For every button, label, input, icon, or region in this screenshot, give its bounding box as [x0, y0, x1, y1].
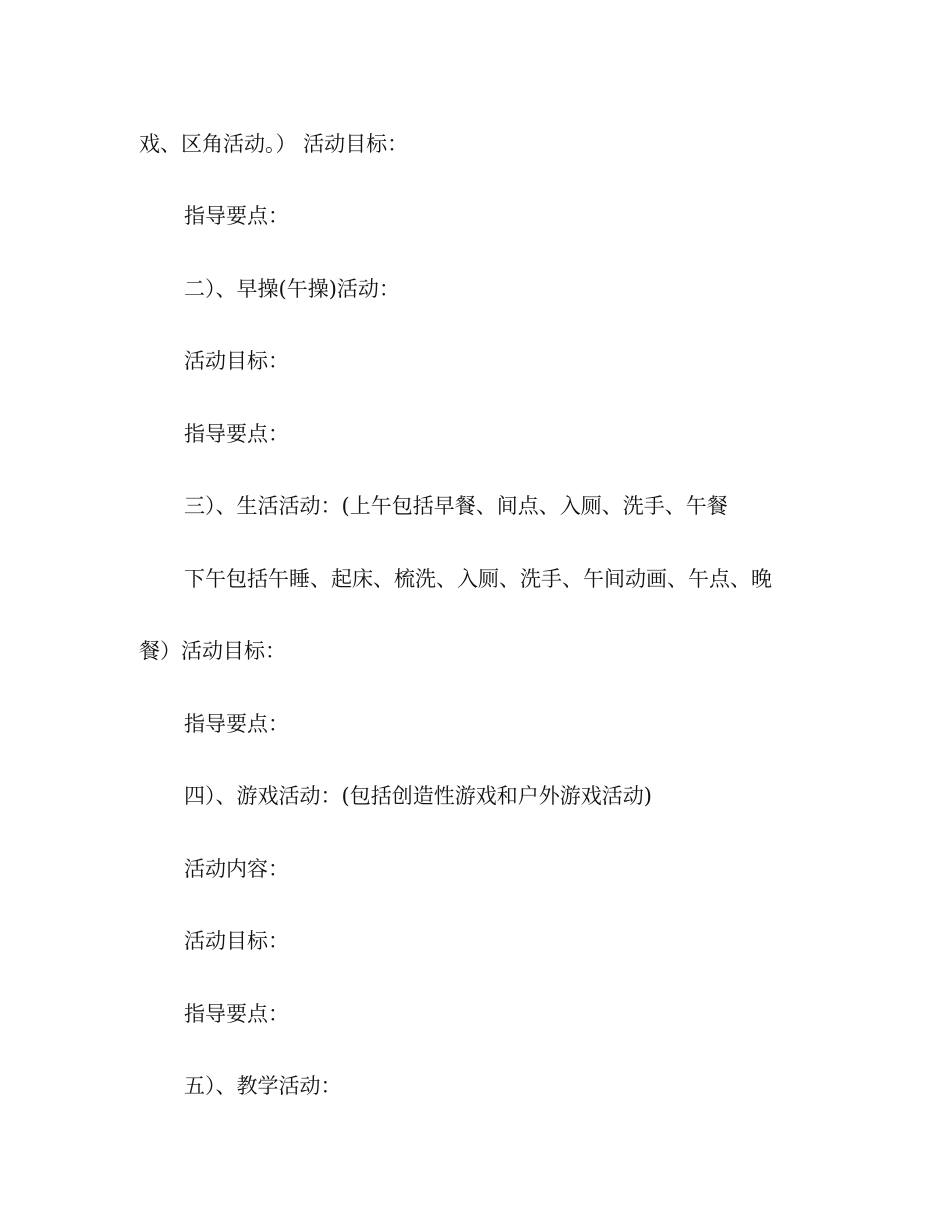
text-line-afternoon-routine: 下午包括午睡、起床、梳洗、入厕、洗手、午间动画、午点、晚: [184, 567, 772, 591]
text-line-dinner-activity-goals: 餐）活动目标：: [139, 639, 286, 663]
section-heading-morning-exercise: 二）、早操(午操)活动：: [184, 277, 400, 301]
section-heading-teaching-activities: 五）、教学活动：: [184, 1074, 342, 1098]
section-heading-daily-life-activities: 三）、生活活动：(上午包括早餐、间点、入厕、洗手、午餐: [184, 494, 728, 518]
text-line-activity-goals: 活动目标：: [184, 929, 289, 953]
text-line-guidance-points: 指导要点：: [184, 1002, 289, 1026]
text-line-guidance-points: 指导要点：: [184, 204, 289, 228]
text-line-continuation-corner-activities: 戏、区角活动。） 活动目标：: [139, 132, 409, 156]
section-heading-game-activities: 四）、游戏活动：(包括创造性游戏和户外游戏活动): [184, 784, 652, 808]
text-line-guidance-points: 指导要点：: [184, 712, 289, 736]
text-line-activity-goals: 活动目标：: [184, 349, 289, 373]
text-line-activity-content: 活动内容：: [184, 857, 289, 881]
text-line-guidance-points: 指导要点：: [184, 422, 289, 446]
